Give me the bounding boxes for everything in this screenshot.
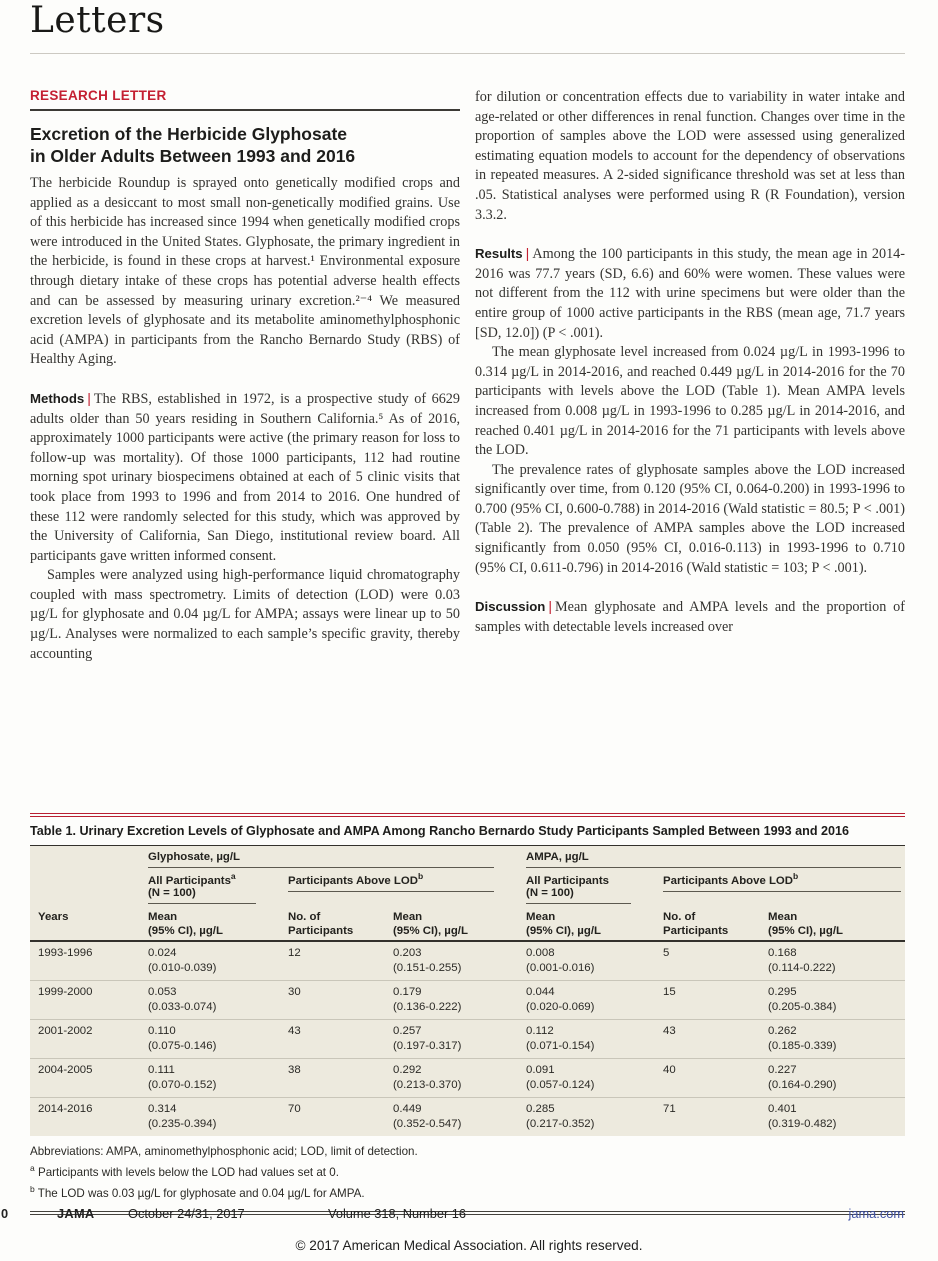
footnote-b-ref: b [793,871,799,882]
group-header-glyphosate: Glyphosate, µg/L [140,846,518,870]
table-row: 1993-1996 0.024 (0.010-0.039) 12 0.203 (0.151-0.255) 0.008 (0.001-0.016) 5 0.168 (0.114-0.222) [38,947,836,974]
column-header-glod-mean: Mean (95% CI), µg/L [385,906,518,941]
section-masthead: Letters [30,0,165,41]
volume-number: Volume 318, Number 16 [328,1206,467,1221]
results-paragraph [475,244,905,343]
kicker-rule [30,109,460,111]
issue-date: October 24/31, 2017 [128,1206,245,1221]
footnote-a-marker: a [30,1163,35,1174]
empty-group-cell [30,846,140,870]
empty-subgroup-cell [30,870,140,906]
discussion-paragraph [475,597,905,637]
column-header-gall-mean: Mean (95% CI), µg/L [140,906,280,941]
article-title-line2: in Older Adults Between 1993 and 2016 [30,145,356,166]
dilution-paragraph: for dilution or concentration effects due to variability in water intake and age-related or other differences in renal function. Changes over time in the proportion of samples above the LOD were assessed using generalized estimating equation models to account for the dependency of observations in repeated measures. A 2-sided significance threshold was set at less than .05. Statistical analyses were performed using R (R Foundation), version 3.3.2. [475,89,905,223]
prevalence-paragraph: The prevalence rates of glyphosate samples above the LOD increased significantly over time, from 0.120 (95% CI, 0.064-0.200) in 1993-1996 to 0.700 (95% CI, 0.600-0.788) in 2014-2016 (Wald statistic = 80.5; P < .001) (Table 2). The prevalence of AMPA samples above the LOD increased significantly from 0.050 (95% CI, 0.016-0.113) in 1993-1996 to 0.710 (95% CI, 0.611-0.796) in 2014-2016 (Wald statistic = 103; P < .001). [475,461,905,576]
discussion-label: Discussion [475,599,546,615]
table1 [30,846,905,1136]
page-footer [0,1206,938,1226]
results-pipe: | [525,246,530,263]
article-title-line1: Excretion of the Herbicide Glyphosate [30,124,348,144]
footnote-b-ref: b [417,871,424,882]
subheader-ampa-all-participants: All Participants (N = 100) [518,870,655,906]
table-row: 2014-2016 0.314 (0.235-0.394) 70 0.449 (0.352-0.547) 0.285 (0.217-0.352) 71 0.401 (0.319-0.482) [30,1098,905,1137]
discussion-pipe: | [548,599,553,616]
article-title [30,124,460,167]
discussion-text: Mean glyphosate and AMPA levels and the proportion of samples with detectable levels increased over [475,599,905,635]
column-header-years: Years [30,906,140,941]
right-column [475,88,905,664]
column-header-alod-mean: Mean (95% CI), µg/L [760,906,905,941]
intro-paragraph: The herbicide Roundup is sprayed onto genetically modified crops and applied as a desiccant to most small non-genetically modified grains. Use of this herbicide has increased since 1994 when genetically modified crops were introduced in the United States. Glyphosate, the primary ingredient in the herbicide, is found in these crops at harvest.¹ Environmental exposure through dietary intake of these crops has potential adverse health effects and can be assessed by measuring urinary excretion.²⁻⁴ We measured excretion levels of glyphosate and its metabolite aminomethylphosphonic acid (AMPA) in participants from the Rancho Bernardo Study (RBS) of Healthy Aging. [30,175,460,368]
research-letter-kicker: RESEARCH LETTER [30,88,167,103]
methods-paragraph [30,389,460,566]
table1-group-header-row [30,846,905,870]
journal-name: JAMA [57,1206,95,1221]
footnote-a-ref: a [230,871,236,882]
table1-footnotes [30,1145,905,1201]
copyright-notice: © 2017 American Medical Association. All rights reserved. [295,1238,643,1253]
samples-paragraph: Samples were analyzed using high-performance liquid chromatography coupled with mass spectrometry. Limits of detection (LOD) were 0.03 µg/L for glyphosate and 0.04 µg/L for AMPA; assays were linear up to 50 µg/L. Analyses were normalized to each sample’s specific gravity, thereby accounting [30,567,460,662]
subheader-ampa-above-lod: Participants Above LOD$^b$ [655,870,905,906]
methods-text: The RBS, established in 1972, is a prospective study of 6629 adults older than 50 years residing in Southern California.⁵ As of 2016, approximately 1000 participants were active (the primary reason for loss to follow-up was mortality). Of those 1000 participants, 112 had routine morning spot urinary biospecimens obtained at each of 5 clinic visits that took place from 1993 to 1996 and from 2014 to 2016. One hundred of these 112 were randomly selected for this study, which was approved by the University of California, San Diego, institutional review board. All participants gave written informed consent. [30,390,460,564]
page-number: 0 [1,1206,9,1221]
footnote-a: $^a$ Participants with levels below the LOD had values set at 0. [30,1163,339,1179]
table1-column-header-row [30,906,905,941]
column-header-alod-n: No. of Participants [655,906,760,941]
subheader-glyphosate-all-participants: All Participants$^a$ (N = 100) [140,870,280,906]
column-header-glod-n: No. of Participants [280,906,385,941]
masthead-rule [30,53,905,54]
jama-com-link[interactable]: jama.com [848,1206,904,1221]
results-label: Results [475,246,523,262]
table1-block [30,813,905,1215]
methods-label: Methods [30,390,85,406]
subheader-glyphosate-above-lod: Participants Above LOD$^b$ [280,870,518,906]
table-row: 2001-2002 0.110 (0.075-0.146) 43 0.257 (0.197-0.317) 0.112 (0.071-0.154) 43 0.262 (0.185-0.339) [30,1020,905,1059]
methods-pipe: | [87,390,91,407]
footnote-b: $^b$ The LOD was 0.03 µg/L for glyphosate and 0.04 µg/L for AMPA. [30,1184,365,1200]
table-row: 1999-2000 0.053 (0.033-0.074) 30 0.179 (0.136-0.222) 0.044 (0.020-0.069) 15 0.295 (0.205-0.384) [30,981,905,1020]
group-header-ampa: AMPA, µg/L [518,846,905,870]
table1-subgroup-header-row [30,870,905,906]
abbreviations-note: Abbreviations: AMPA, aminomethylphosphonic acid; LOD, limit of detection. [30,1145,418,1158]
left-column [30,88,460,664]
footnote-b-marker: b [30,1184,35,1195]
table-row: 2004-2005 0.111 (0.070-0.152) 38 0.292 (0.213-0.370) 0.091 (0.057-0.124) 40 0.227 (0.164-0.290) [30,1059,905,1098]
glyphosate-levels-paragraph: The mean glyphosate level increased from 0.024 µg/L in 1993-1996 to 0.314 µg/L in 2014-2016, and reached 0.449 µg/L in 2014-2016 for the 70 participants with levels above the LOD (Table 1). Mean AMPA levels increased from 0.008 µg/L in 1993-1996 to 0.285 µg/L in 2014-2016, and reached 0.401 µg/L in 2014-2016 for the 71 participants with levels above the LOD. [475,344,905,459]
article-body [30,88,906,664]
table1-title: Table 1. Urinary Excretion Levels of Glyphosate and AMPA Among Rancho Bernardo Study Participants Sampled Between 1993 and 2016 [30,824,850,838]
results-text: Among the 100 participants in this study, the mean age in 2014-2016 was 77.7 years (SD, 6.6) and 60% were women. These values were not different from the 112 with urine specimens but were older than the entire group of 1000 active participants in the RBS (mean age, 71.7 years [SD, 12.0]) (P < .001). [475,246,905,341]
column-header-aall-mean: Mean (95% CI), µg/L [518,906,655,941]
